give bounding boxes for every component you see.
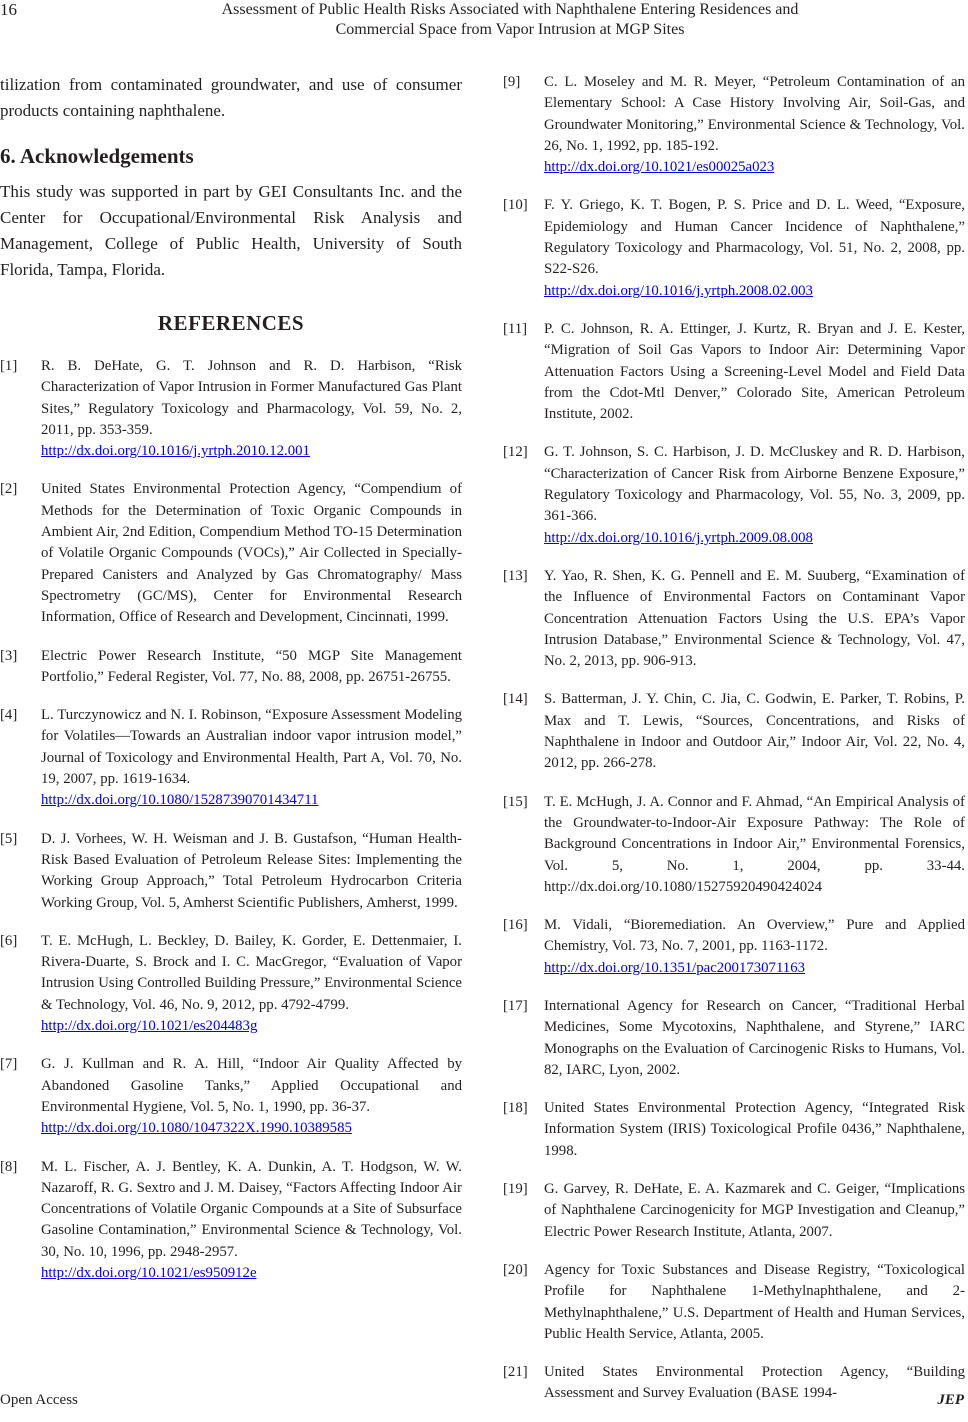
reference-doi-link[interactable]: http://dx.doi.org/10.1080/1047322X.1990.10389585	[41, 1120, 352, 1137]
journal-abbreviation: JEP	[937, 1392, 964, 1408]
reference-item	[503, 319, 965, 425]
reference-doi-link[interactable]: http://dx.doi.org/10.1016/j.yrtph.2008.02.003	[544, 282, 813, 299]
reference-number: [17]	[503, 997, 528, 1014]
reference-text: R. B. DeHate, G. T. Johnson and R. D. Harbison, “Risk Characterization of Vapor Intrusion in Former Manufactured Gas Plant Sites,” Regulatory Toxicology and Pharmacology, Vol. 59, No. 2, 2011, pp. 353-359.	[41, 358, 462, 438]
reference-text: United States Environmental Protection Agency, “Integrated Risk Information System (IRIS) Toxicological Profile 0436,” Naphthalene, 1998.	[544, 1100, 965, 1159]
reference-number: [15]	[503, 793, 528, 810]
reference-item	[503, 1260, 965, 1345]
reference-doi-link[interactable]: http://dx.doi.org/10.1021/es950912e	[41, 1264, 257, 1281]
reference-number: [16]	[503, 917, 528, 934]
reference-text: Y. Yao, R. Shen, K. G. Pennell and E. M. Suuberg, “Examination of the Influence of Environmental Factors on Contaminant Vapor Concentration Attenuation Factors Using the U.S. EPA’s Vapor Intrusion Database,” Environmental Science & Technology, Vol. 47, No. 2, 2013, pp. 906-913.	[544, 567, 965, 670]
running-header	[180, 0, 840, 40]
reference-number: [9]	[503, 74, 521, 90]
reference-item	[0, 829, 462, 914]
reference-text: M. Vidali, “Bioremediation. An Overview,” Pure and Applied Chemistry, Vol. 73, No. 7, 2001, pp. 1163-1172.	[544, 917, 965, 955]
reference-text: L. Turczynowicz and N. I. Robinson, “Exposure Assessment Modeling for Volatiles—Towards an Australian indoor vapor intrusion model,” Journal of Toxicology and Environmental Health, Part A, Vol. 70, No. 19, 2007, pp. 1619-1634.	[41, 707, 462, 788]
reference-item	[0, 705, 462, 811]
reference-item	[503, 72, 965, 178]
reference-text: United States Environmental Protection Agency, “Building Assessment and Survey Evaluation (BASE 1994-	[544, 1364, 965, 1402]
reference-item	[503, 1362, 965, 1405]
reference-list-left	[0, 356, 462, 1284]
reference-item	[0, 646, 462, 689]
reference-number: [20]	[503, 1261, 528, 1278]
reference-number: [6]	[0, 932, 18, 949]
reference-number: [2]	[0, 481, 18, 498]
reference-text: G. T. Johnson, S. C. Harbison, J. D. McCluskey and R. D. Harbison, “Characterization of Cancer Risk from Airborne Benzene Exposure,” Regulatory Toxicology and Pharmacology, Vol. 55, No. 3, 2009, pp. 361-366.	[544, 444, 965, 525]
reference-item	[503, 996, 965, 1081]
reference-item	[0, 931, 462, 1037]
left-column	[0, 72, 462, 1301]
reference-doi-link[interactable]: http://dx.doi.org/10.1021/es00025a023	[544, 159, 775, 176]
reference-text: United States Environmental Protection Agency, “Compendium of Methods for the Determination of Toxic Organic Compounds in Ambient Air, 2nd Edition, Compendium Method TO-15 Determination of Volatile Organic Compounds (VOCs),” Air Collected in Specially-Prepared Canisters and Analyzed by Gas Chromatography/ Mass Spectrometry (GC/MS), Center for Environmental Research Information, Office of Research and Development, Cincinnati, 1999.	[41, 481, 462, 626]
intro-paragraph: tilization from contaminated groundwater, and use of consumer products containing naphthalene.	[0, 75, 462, 120]
reference-text: M. L. Fischer, A. J. Bentley, K. A. Dunkin, A. T. Hodgson, W. W. Nazaroff, R. G. Sextro and J. M. Daisey, “Factors Affecting Indoor Air Concentrations of Volatile Organic Compounds at a Site of Subsurface Gasoline Contamination,” Environmental Science & Technology, Vol. 30, No. 10, 1996, pp. 2948-2957.	[41, 1158, 462, 1260]
reference-text: G. Garvey, R. DeHate, E. A. Kazmarek and C. Geiger, “Implications of Naphthalene Carcinogenicity for MGP Investigation and Cleanup,” Electric Power Research Institute, Atlanta, 2007.	[544, 1181, 965, 1240]
reference-text: D. J. Vorhees, W. H. Weisman and J. B. Gustafson, “Human Health-Risk Based Evaluation of Petroleum Release Sites: Implementing the Working Group Approach,” Total Petroleum Hydrocarbon Criteria Working Group, Vol. 5, Amherst Scientific Publishers, Amherst, 1999.	[41, 830, 462, 911]
reference-number: [5]	[0, 830, 18, 847]
reference-text: Electric Power Research Institute, “50 MGP Site Management Portfolio,” Federal Register, Vol. 77, No. 88, 2008, pp. 26751-26755.	[41, 647, 462, 685]
reference-number: [18]	[503, 1100, 528, 1117]
reference-item	[0, 1157, 462, 1285]
reference-number: [4]	[0, 707, 18, 724]
reference-item	[503, 915, 965, 979]
reference-item	[503, 442, 965, 548]
reference-text: S. Batterman, J. Y. Chin, C. Jia, C. Godwin, E. Parker, T. Robins, P. Max and T. Lewis, “Sources, Concentrations, and Risks of Naphthalene in Indoor and Outdoor Air,” Indoor Air, Vol. 22, No. 4, 2012, pp. 266-278.	[544, 691, 965, 772]
open-access-label: Open Access	[0, 1392, 78, 1408]
reference-number: [12]	[503, 444, 528, 461]
reference-doi-link[interactable]: http://dx.doi.org/10.1080/15287390701434711	[41, 792, 319, 809]
reference-doi-link[interactable]: http://dx.doi.org/10.1016/j.yrtph.2010.12.001	[41, 443, 310, 460]
reference-item	[503, 792, 965, 898]
reference-number: [13]	[503, 567, 528, 584]
reference-text: F. Y. Griego, K. T. Bogen, P. S. Price and D. L. Weed, “Exposure, Epidemiology and Human Cancer Incidence of Naphthalene,” Regulatory Toxicology and Pharmacology, Vol. 51, No. 2, 2008, pp. S22-S26.	[544, 197, 965, 278]
reference-item	[503, 566, 965, 672]
reference-number: [10]	[503, 197, 528, 214]
reference-doi-link[interactable]: http://dx.doi.org/10.1021/es204483g	[41, 1018, 258, 1035]
reference-text: T. E. McHugh, L. Beckley, D. Bailey, K. Gorder, E. Dettenmaier, I. Rivera-Duarte, S. Brock and I. C. MacGregor, “Evaluation of Vapor Intrusion Using Controlled Building Pressure,” Environmental Science & Technology, Vol. 46, No. 9, 2012, pp. 4792-4799.	[41, 932, 462, 1013]
reference-number: [21]	[503, 1364, 528, 1381]
reference-text: Agency for Toxic Substances and Disease Registry, “Toxicological Profile for Naphthalene 1-Methylnaphthalene, and 2-Methylnaphthalene,” U.S. Department of Health and Human Services, Public Health Service, Atlanta, 2005.	[544, 1261, 965, 1342]
reference-number: [11]	[503, 320, 528, 337]
right-column	[503, 72, 965, 1422]
acknowledgements-text: This study was supported in part by GEI Consultants Inc. and the Center for Occupational/Environmental Risk Analysis and Management, College of Public Health, University of South Florida, Tampa, Florida.	[0, 182, 462, 279]
reference-text: C. L. Moseley and M. R. Meyer, “Petroleum Contamination of an Elementary School: A Case History Involving Air, Soil-Gas, and Groundwater Monitoring,” Environmental Science & Technology, Vol. 26, No. 1, 1992, pp. 185-192.	[544, 74, 965, 154]
reference-doi-link[interactable]: http://dx.doi.org/10.1351/pac200173071163	[544, 959, 805, 976]
reference-text: G. J. Kullman and R. A. Hill, “Indoor Air Quality Affected by Abandoned Gasoline Tanks,” Applied Occupational and Environmental Hygiene, Vol. 5, No. 1, 1990, pp. 36-37.	[41, 1056, 462, 1115]
reference-item	[503, 1179, 965, 1243]
reference-text: P. C. Johnson, R. A. Ettinger, J. Kurtz, R. Bryan and J. E. Kester, “Migration of Soil Gas Vapors to Indoor Air: Determining Vapor Attenuation Factors Using a Screening-Level Model and Field Data from the Cdot-Mtl Denver,” Colorado Site, American Petroleum Institute, 2002.	[544, 320, 965, 423]
reference-text: T. E. McHugh, J. A. Connor and F. Ahmad, “An Empirical Analysis of the Groundwater-to-Indoor-Air Exposure Pathway: The Role of Background Concentrations in Indoor Air,” Environmental Forensics, Vol. 5, No. 1, 2004, pp. 33-44. http://dx.doi.org/10.1080/15275920490424024	[544, 793, 965, 895]
reference-item	[503, 195, 965, 301]
reference-item	[503, 1098, 965, 1162]
page-number: 16	[0, 0, 17, 19]
reference-number: [14]	[503, 691, 528, 708]
references-heading: REFERENCES	[157, 311, 305, 335]
running-header-line-1: Assessment of Public Health Risks Associated with Naphthalene Entering Residences and	[221, 1, 799, 18]
reference-text: International Agency for Research on Cancer, “Traditional Herbal Medicines, Some Mycotoxins, Naphthalene, and Styrene,” IARC Monographs on the Evaluation of Carcinogenic Risks to Humans, Vol. 82, IARC, Lyon, 2002.	[544, 997, 965, 1078]
reference-number: [3]	[0, 647, 18, 664]
acknowledgements-heading: 6. Acknowledgements	[0, 144, 194, 168]
running-header-line-2: Commercial Space from Vapor Intrusion at MGP Sites	[335, 21, 685, 38]
reference-item	[503, 689, 965, 774]
reference-item	[0, 356, 462, 462]
reference-item	[0, 479, 462, 628]
reference-number: [1]	[0, 358, 18, 374]
reference-number: [7]	[0, 1056, 18, 1073]
reference-number: [19]	[503, 1181, 528, 1198]
reference-doi-link[interactable]: http://dx.doi.org/10.1016/j.yrtph.2009.08.008	[544, 529, 813, 546]
reference-list-right	[503, 72, 965, 1405]
reference-number: [8]	[0, 1158, 18, 1175]
reference-item	[0, 1054, 462, 1139]
